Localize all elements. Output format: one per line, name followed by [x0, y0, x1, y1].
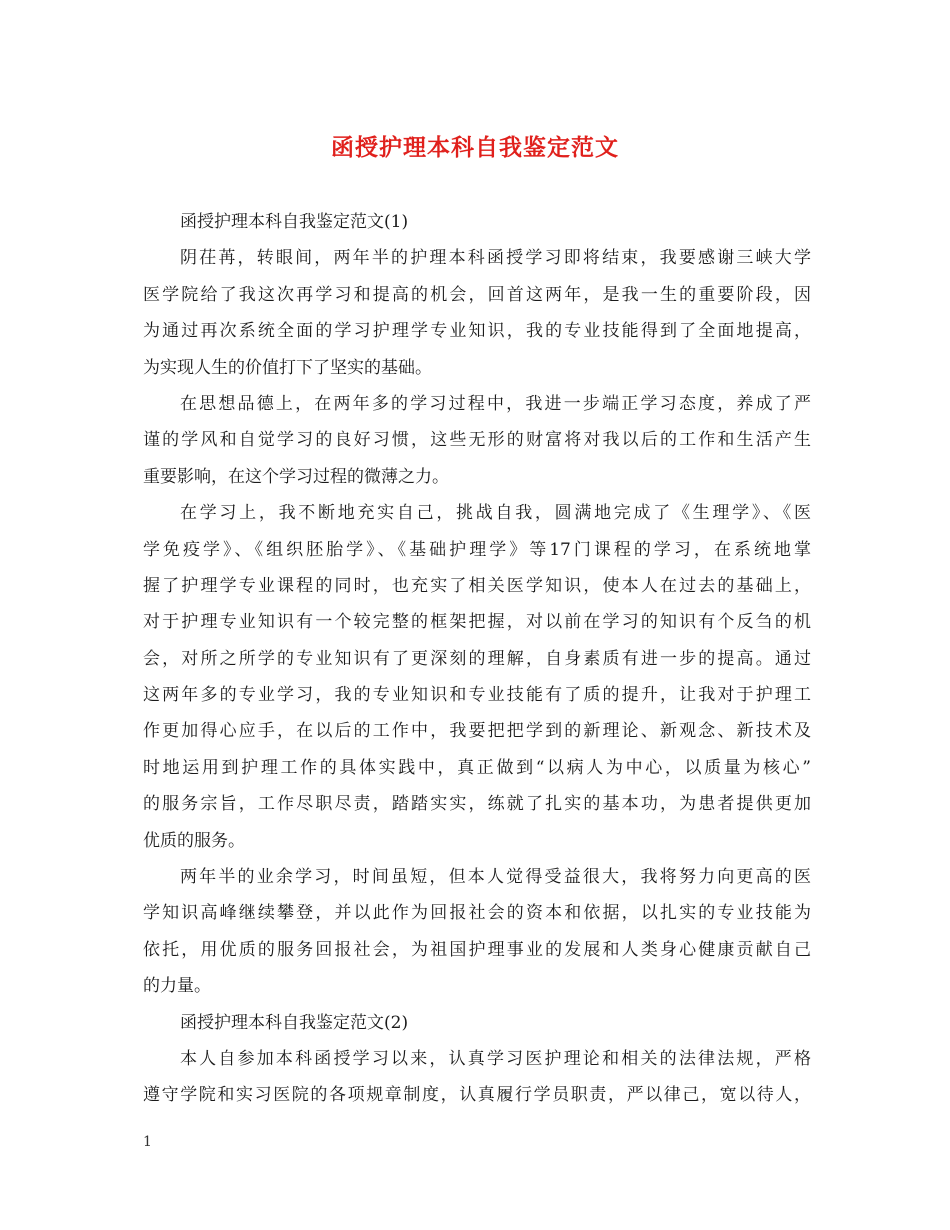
paragraph-line: 学免疫学》、《组织胚胎学》、《基础护理学》等17门课程的学习，在系统地掌: [143, 539, 811, 560]
paragraph-line: 的服务宗旨，工作尽职尽责，踏踏实实，练就了扎实的基本功，为患者提供更加: [143, 794, 811, 815]
paragraph-line: 在思想品德上，在两年多的学习过程中，我进一步端正学习态度，养成了严: [180, 393, 811, 414]
paragraph-line: 这两年多的专业学习，我的专业知识和专业技能有了质的提升，让我对于护理工: [143, 685, 811, 706]
paragraph-line: 优质的服务。: [143, 830, 245, 851]
paragraph-line: 时地运用到护理工作的具体实践中，真正做到“以病人为中心，以质量为核心”: [143, 757, 811, 778]
paragraph-line: 对于护理专业知识有一个较完整的框架把握，对以前在学习的知识有个反刍的机: [143, 612, 811, 633]
page-number: 1: [143, 1134, 152, 1150]
paragraph-line: 的力量。: [143, 976, 211, 997]
section-heading-1: 函授护理本科自我鉴定范文(1): [180, 212, 409, 232]
paragraph-line: 医学院给了我这次再学习和提高的机会，回首这两年，是我一生的重要阶段，因: [143, 284, 811, 305]
paragraph-line: 握了护理学专业课程的同时，也充实了相关医学知识，使本人在过去的基础上，: [143, 575, 811, 596]
paragraph-line: 为实现人生的价值打下了坚实的基础。: [143, 357, 432, 378]
document-title: 函授护理本科自我鉴定范文: [331, 134, 619, 161]
paragraph-line: 作更加得心应手，在以后的工作中，我要把把学到的新理论、新观念、新技术及: [143, 721, 811, 742]
paragraph-line: 学知识高峰继续攀登，并以此作为回报社会的资本和依据，以扎实的专业技能为: [143, 903, 811, 924]
paragraph-line: 谨的学风和自觉学习的良好习惯，这些无形的财富将对我以后的工作和生活产生: [143, 430, 811, 451]
section-heading-2: 函授护理本科自我鉴定范文(2): [180, 1012, 409, 1033]
paragraph-line: 两年半的业余学习，时间虽短，但本人觉得受益很大，我将努力向更高的医: [180, 867, 811, 888]
paragraph-line: 依托，用优质的服务回报社会，为祖国护理事业的发展和人类身心健康贡献自己: [143, 939, 811, 960]
paragraph-line: 重要影响，在这个学习过程的微薄之力。: [143, 466, 449, 487]
paragraph-line: 为通过再次系统全面的学习护理学专业知识，我的专业技能得到了全面地提高，: [143, 321, 811, 342]
paragraph-line: 在学习上，我不断地充实自己，挑战自我，圆满地完成了《生理学》、《医: [180, 503, 811, 524]
document-body: [143, 204, 811, 1114]
paragraph-line: 阴茌苒，转眼间，两年半的护理本科函授学习即将结束，我要感谢三峡大学: [180, 248, 811, 269]
paragraph-line: 遵守学院和实习医院的各项规章制度，认真履行学员职责，严以律己，宽以待人，: [143, 1085, 811, 1106]
paragraph-line: 会，对所之所学的专业知识有了更深刻的理解，自身素质有进一步的提高。通过: [143, 648, 811, 669]
paragraph-line: 本人自参加本科函授学习以来，认真学习医护理论和相关的法律法规，严格: [180, 1048, 811, 1069]
